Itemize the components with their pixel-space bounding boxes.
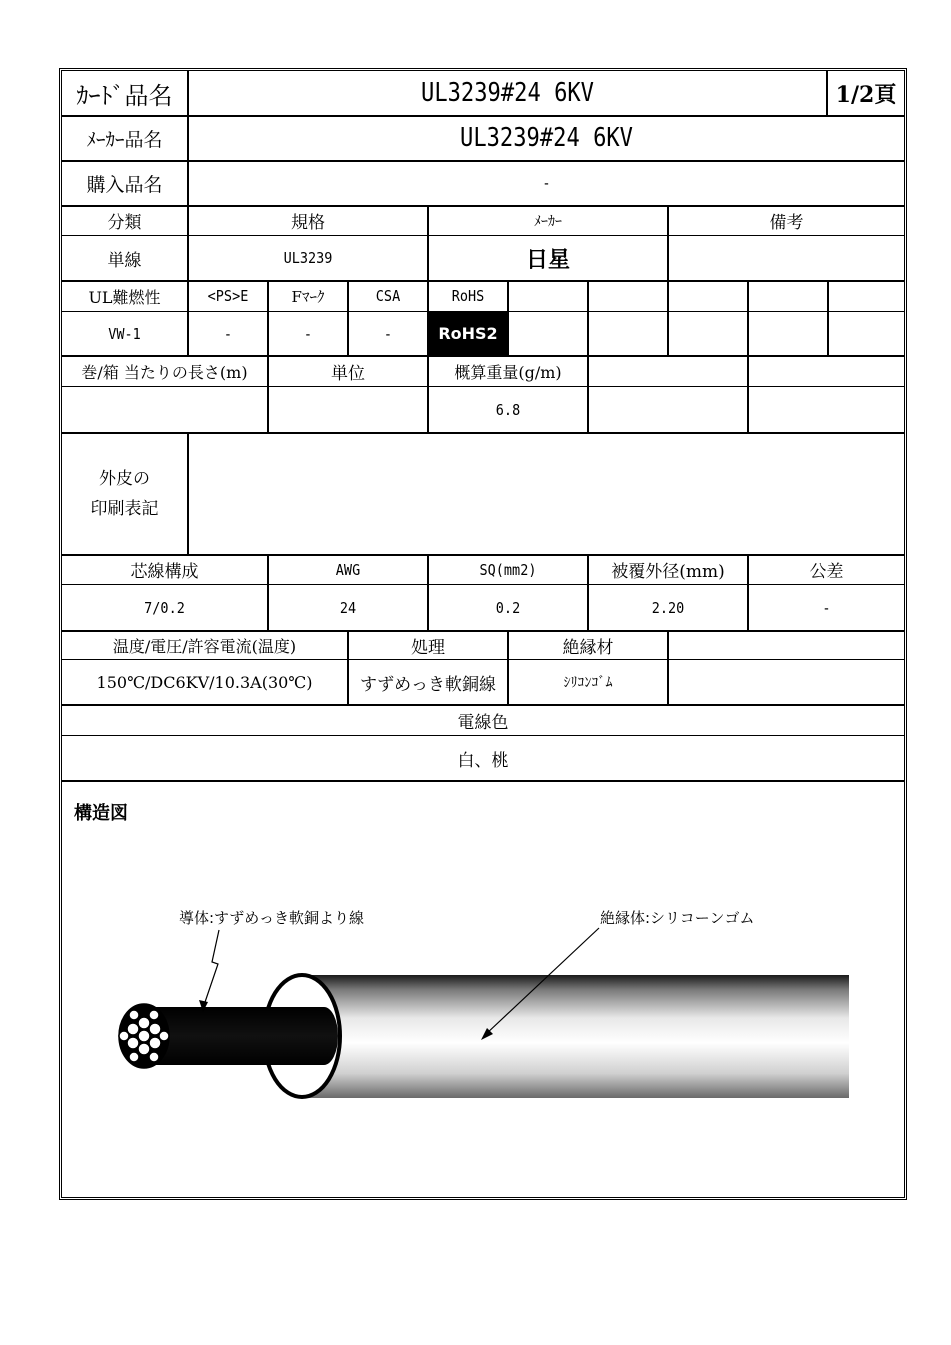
sq-header: SQ(mm2) (479, 560, 537, 579)
ps-value: - (223, 324, 233, 343)
diagram-title: 構造図 (74, 803, 128, 824)
ps-header: <PS>E (207, 287, 249, 305)
insulation-label: 絶縁体:シリコーンゴム (600, 909, 755, 927)
sq-value: 0.2 (495, 598, 521, 617)
print-label-line1: 外皮の (99, 468, 150, 489)
category-header: 分類 (107, 213, 142, 233)
awg-value: 24 (339, 598, 357, 617)
rohs-header: RoHS (451, 287, 485, 305)
ul-flame-header: UL難燃性 (88, 287, 161, 307)
core-value: 7/0.2 (144, 598, 185, 617)
print-value (189, 433, 904, 554)
wire-color-header: 電線色 (457, 712, 509, 733)
tolerance-value: - (822, 598, 831, 617)
weight-header: 概算重量(g/m) (454, 362, 562, 382)
maker-header: ﾒｰｶｰ (534, 213, 562, 230)
spec-card (59, 68, 907, 1200)
awg-header: AWG (335, 560, 361, 579)
cable-structure-diagram (62, 782, 904, 1197)
od-value: 2.20 (651, 598, 685, 617)
core-header: 芯線構成 (130, 562, 199, 582)
csa-header: CSA (375, 287, 401, 305)
maker-value: 日星 (525, 247, 570, 273)
ul-flame-value: VW-1 (108, 324, 141, 343)
page-number: 1/2頁 (835, 81, 897, 108)
fmark-header: Fﾏｰｸ (291, 287, 325, 306)
conductor-label: 導体:すずめっき軟銅より線 (179, 909, 365, 927)
maker-name: UL3239#24 6KV (460, 123, 633, 153)
insulation-header: 絶縁材 (562, 637, 614, 658)
remarks-header: 備考 (769, 213, 804, 233)
purchase-name-label: 購入品名 (86, 173, 163, 196)
standard-header: 規格 (291, 213, 325, 233)
fmark-value: - (303, 324, 313, 343)
insulation-value: ｼﾘｺﾝｺﾞﾑ (563, 675, 613, 691)
tolerance-header: 公差 (809, 562, 844, 582)
length-header: 巻/箱 当たりの長さ(m) (81, 362, 248, 382)
weight-value: 6.8 (495, 400, 521, 419)
conductor-strands (119, 1004, 169, 1068)
remarks-value (669, 236, 904, 280)
purchase-name: - (542, 174, 551, 192)
length-value (72, 387, 257, 432)
insulation-sheath (300, 975, 849, 1098)
card-name-label: ｶｰﾄﾞ品名 (76, 81, 173, 110)
process-value: すずめっき軟銅線 (360, 674, 496, 695)
temp-header: 温度/電圧/許容電流(温度) (112, 636, 297, 656)
wire-color-value: 白、桃 (457, 750, 509, 771)
process-header: 処理 (411, 637, 445, 658)
unit-header: 単位 (331, 363, 365, 384)
rohs-badge: RoHS2 (429, 312, 507, 355)
print-label (62, 433, 187, 554)
od-header: 被覆外径(mm) (611, 562, 725, 582)
standard-value: UL3239 (283, 249, 333, 267)
card-name: UL3239#24 6KV (421, 78, 594, 108)
category-value: 単線 (107, 250, 142, 271)
unit-value (277, 387, 419, 432)
print-label-line2: 印刷表記 (90, 498, 159, 519)
maker-name-label: ﾒｰｶｰ品名 (86, 128, 163, 151)
temp-value: 150℃/DC6KV/10.3A(30℃) (96, 672, 313, 692)
csa-value: - (383, 324, 393, 343)
